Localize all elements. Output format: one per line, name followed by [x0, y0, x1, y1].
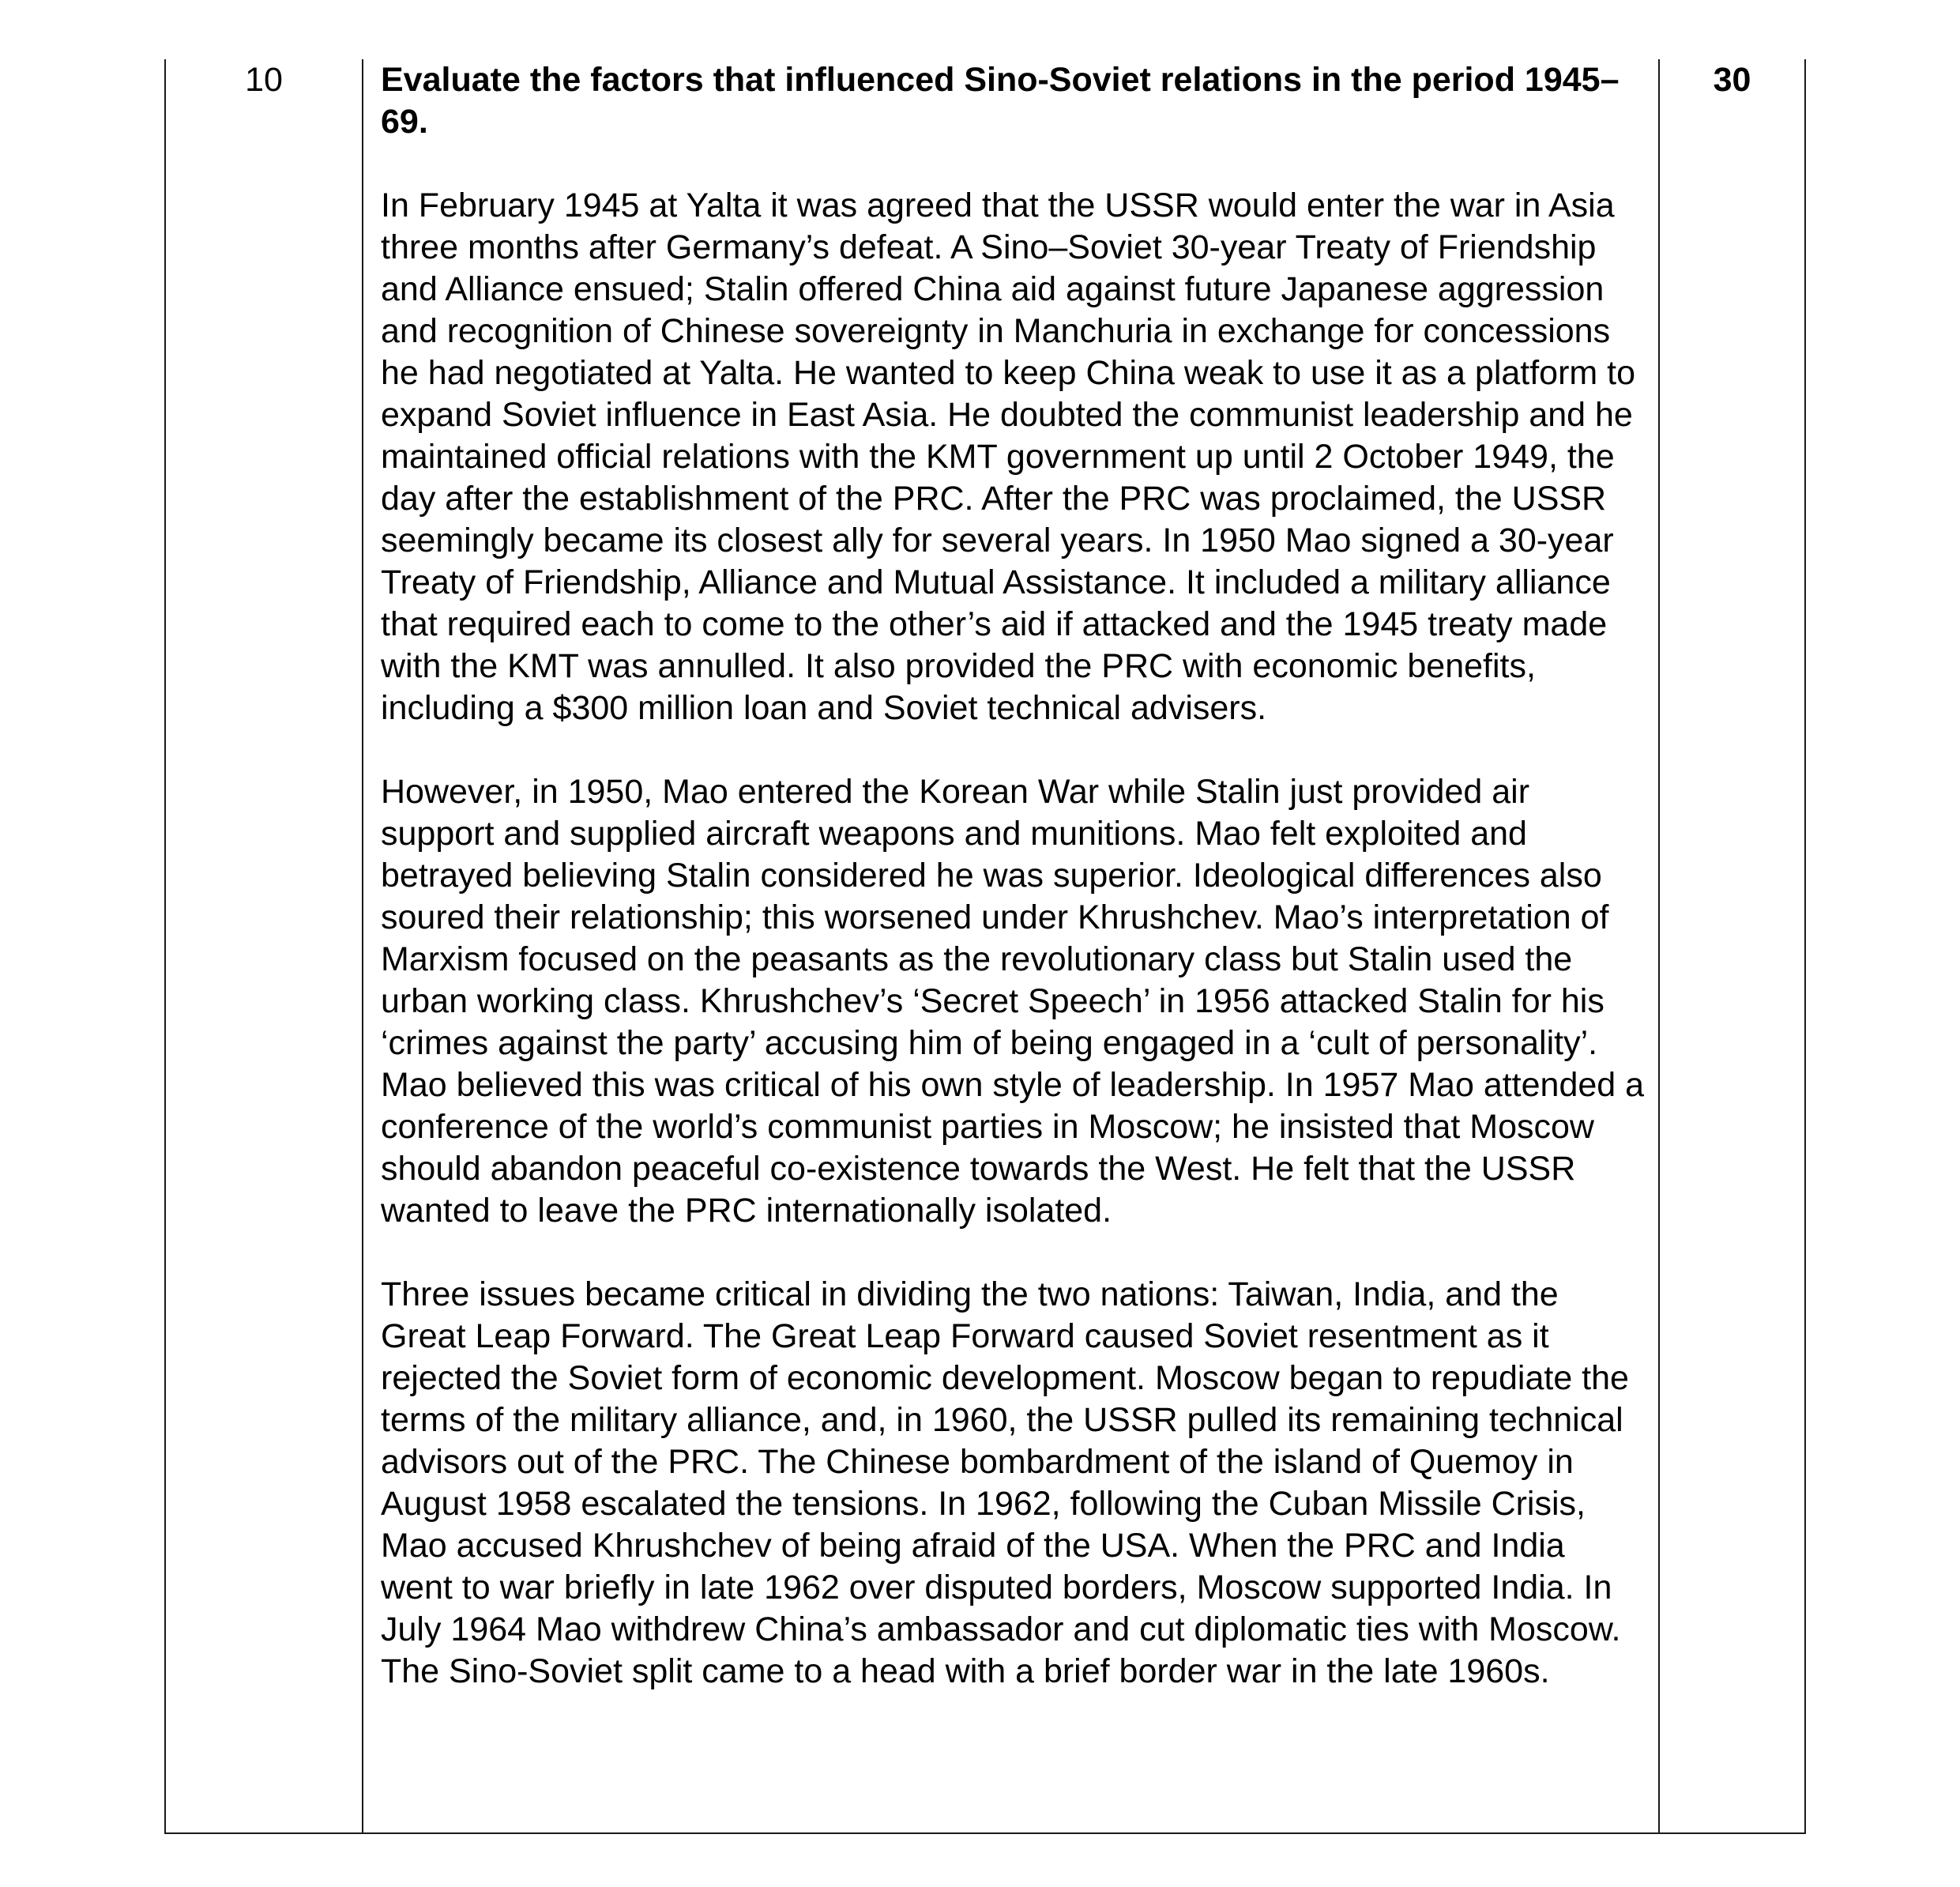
mark-scheme-table: [164, 59, 1806, 1834]
question-number: 10: [245, 61, 283, 99]
answer-paragraph: However, in 1950, Mao entered the Korean War while Stalin just provided air support and supplied aircraft weapons and munitions. Mao felt exploited and betrayed believing Stalin considered he was superior. Ideological differences also soured their relationship; this worsened under Khrushchev. Mao’s interpretation of Marxism focused on the peasants as the revolutionary class but Stalin used the urban working class. Khrushchev’s ‘Secret Speech’ in 1956 attacked Stalin for his ‘crimes against the party’ accusing him of being engaged in a ‘cult of personality’. Mao believed this was critical of his own style of leadership. In 1957 Mao attended a conference of the world’s communist parties in Moscow; he insisted that Moscow should abandon peaceful co-existence towards the West. He felt that the USSR wanted to leave the PRC internationally isolated.: [381, 773, 1645, 1230]
question-title: Evaluate the factors that influenced Sino-Soviet relations in the period 1945–69.: [381, 61, 1620, 141]
question-marks: 30: [1713, 61, 1751, 99]
answer-cell: [381, 59, 1645, 1693]
column-divider-question-number: [362, 59, 363, 1832]
column-divider-marks: [1658, 59, 1660, 1832]
answer-paragraph: In February 1945 at Yalta it was agreed that the USSR would enter the war in Asia three months after Germany’s defeat. A Sino–Soviet 30-year Treaty of Friendship and Alliance ensued; Stalin offered China aid against future Japanese aggression and recognition of Chinese sovereignty in Manchuria in exchange for concessions he had negotiated at Yalta. He wanted to keep China weak to use it as a platform to expand Soviet influence in East Asia. He doubted the communist leadership and he maintained official relations with the KMT government up until 2 October 1949, the day after the establishment of the PRC. After the PRC was proclaimed, the USSR seemingly became its closest ally for several years. In 1950 Mao signed a 30-year Treaty of Friendship, Alliance and Mutual Assistance. It included a military alliance that required each to come to the other’s aid if attacked and the 1945 treaty made with the KMT was annulled. It also provided the PRC with economic benefits, including a $300 million loan and Soviet technical advisers.: [381, 186, 1636, 727]
answer-paragraph: Three issues became critical in dividing the two nations: Taiwan, India, and the Great Leap Forward. The Great Leap Forward caused Soviet resentment as it rejected the Soviet form of economic development. Moscow began to repudiate the terms of the military alliance, and, in 1960, the USSR pulled its remaining technical advisors out of the PRC. The Chinese bombardment of the island of Quemoy in August 1958 escalated the tensions. In 1962, following the Cuban Missile Crisis, Mao accused Khrushchev of being afraid of the USA. When the PRC and India went to war briefly in late 1962 over disputed borders, Moscow supported India. In July 1964 Mao withdrew China’s ambassador and cut diplomatic ties with Moscow. The Sino-Soviet split came to a head with a brief border war in the late 1960s.: [381, 1275, 1629, 1690]
